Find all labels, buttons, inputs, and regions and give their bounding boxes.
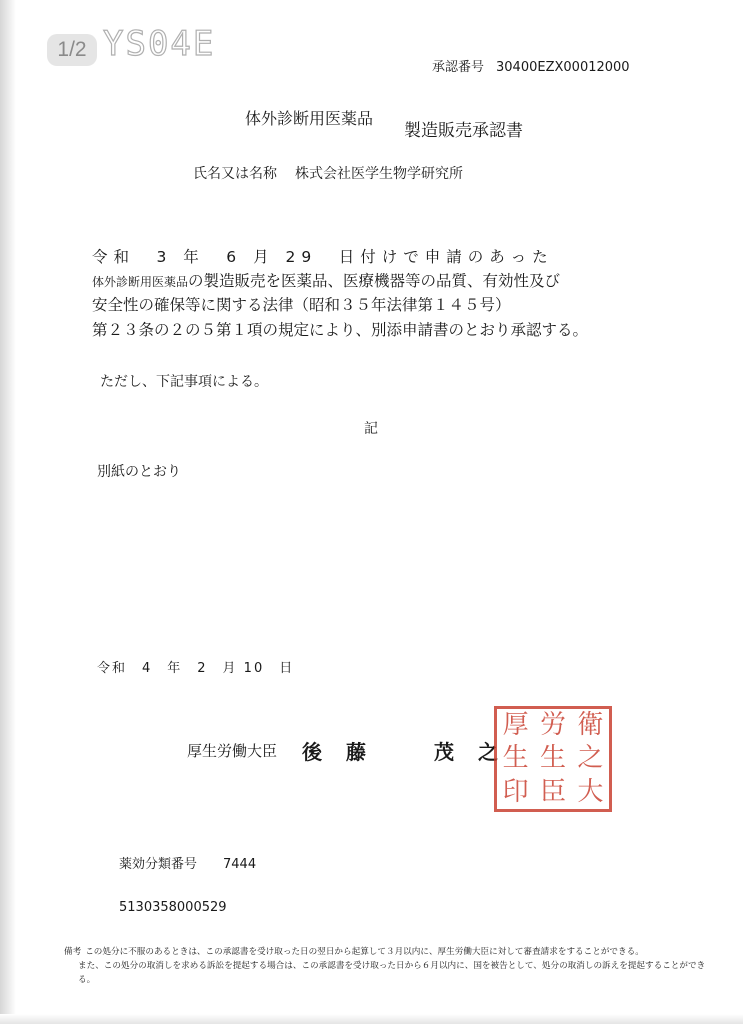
applicant-label: 氏名又は名称 (193, 166, 277, 182)
appendix-text: 別紙のとおり (97, 464, 181, 480)
body-line-1: 令和 3 年 6 月 29 日付けで申請のあった (92, 248, 554, 266)
approval-number-line (432, 56, 630, 75)
seal-char: 厚 (502, 710, 529, 740)
page-bottom-edge (0, 1014, 743, 1024)
seal-char: 生 (539, 743, 566, 774)
title-category: 体外診断用医薬品 (245, 109, 374, 128)
body-line-4: 第２３条の２の５第１項の規定により、別添申請書のとおり承認する。 (92, 321, 589, 339)
page-indicator: 1/2 (47, 34, 97, 66)
seal-char: 之 (577, 743, 604, 774)
seal-char: 大 (577, 776, 604, 807)
official-seal-stamp (494, 706, 612, 812)
body-line-2-category: 体外診断用医薬品 (92, 275, 189, 289)
remarks-line-2: また、この処分の取消しを求める訴訟を提起する場合は、この承認書を受け取った日から６月以内に、国を被告として、処分の取消しの訴えを提起することができる。 (78, 961, 706, 985)
minister-title: 厚生労働大臣 (187, 742, 278, 760)
dot-print-code: YS04E (103, 24, 216, 64)
applicant-name: 株式会社医学生物学研究所 (295, 166, 463, 182)
efficacy-class-line (119, 853, 256, 872)
seal-char: 労 (539, 710, 566, 740)
proviso-text: ただし、下記事項による。 (100, 374, 268, 390)
document-title: 製造販売承認書 (404, 121, 523, 141)
seal-char: 生 (502, 743, 529, 774)
efficacy-label: 薬効分類番号 (119, 857, 198, 872)
ki-heading: 記 (364, 421, 378, 437)
body-line-3: 安全性の確保等に関する法律（昭和３５年法律第１４５号） (92, 296, 511, 314)
seal-char: 印 (502, 776, 529, 807)
body-line-2-text: の製造販売を医薬品、医療機器等の品質、有効性及び (188, 272, 561, 290)
page-edge-shadow (0, 0, 16, 1024)
efficacy-value: 7444 (223, 857, 257, 872)
approval-number: 30400EZX00012000 (496, 60, 630, 75)
product-code: 5130358000529 (119, 900, 227, 915)
issue-date: 令和 4 年 2 月 10 日 (97, 661, 295, 676)
body-line-2 (92, 269, 560, 291)
seal-char: 衛 (577, 710, 604, 740)
remarks-label: 備考 (64, 947, 82, 957)
remarks-line-1: この処分に不服のあるときは、この承認書を受け取った日の翌日から起算して３月以内に、厚生労働大臣に対して審査請求をすることができる。 (85, 947, 644, 957)
seal-char: 臣 (539, 776, 566, 807)
remarks-block (64, 945, 714, 987)
approval-label: 承認番号 (432, 60, 485, 75)
applicant-line (193, 163, 463, 183)
minister-name: 後 藤 茂 之 (302, 740, 500, 764)
